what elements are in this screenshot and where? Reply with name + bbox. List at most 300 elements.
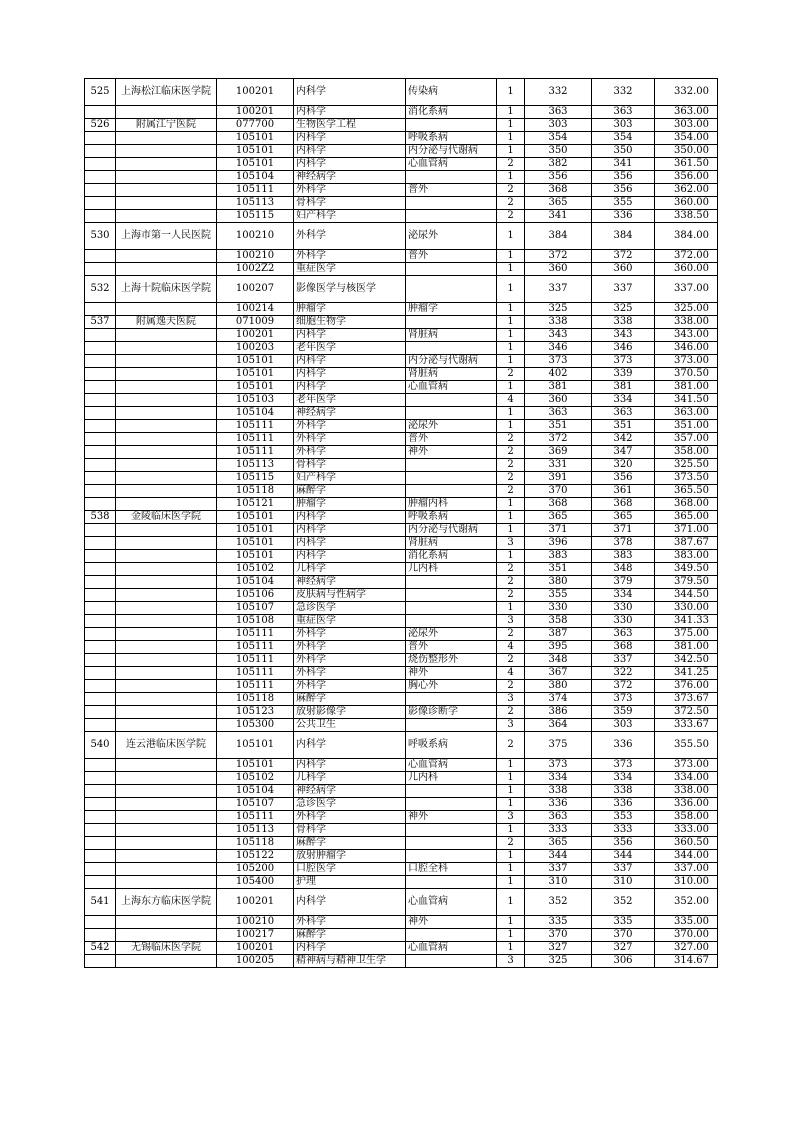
- admitted-count-cell: 3: [497, 719, 525, 732]
- min-score-cell: 338: [592, 785, 655, 798]
- max-score-cell: 365: [525, 837, 592, 850]
- table-row: [85, 79, 718, 106]
- school-number-cell: [85, 498, 116, 511]
- school-name-cell: [116, 106, 217, 119]
- school-name-cell: 上海松江临床医学院: [116, 79, 217, 106]
- school-name-cell: 附属江宁医院: [116, 119, 217, 132]
- school-number-cell: [85, 785, 116, 798]
- major-name-cell: 内科学: [294, 106, 406, 119]
- major-name-cell: 外科学: [294, 641, 406, 654]
- average-score-cell: 310.00: [655, 876, 718, 889]
- major-code-cell: 105118: [217, 693, 294, 706]
- research-direction-cell: [406, 824, 497, 837]
- min-score-cell: 336: [592, 798, 655, 811]
- school-number-cell: [85, 368, 116, 381]
- average-score-cell: 383.00: [655, 550, 718, 563]
- admitted-count-cell: 1: [497, 355, 525, 368]
- research-direction-cell: 普外: [406, 641, 497, 654]
- average-score-cell: 358.00: [655, 446, 718, 459]
- research-direction-cell: 泌尿外: [406, 420, 497, 433]
- admitted-count-cell: 1: [497, 276, 525, 303]
- average-score-cell: 338.00: [655, 316, 718, 329]
- min-score-cell: 384: [592, 223, 655, 250]
- table-row: [85, 316, 718, 329]
- average-score-cell: 373.00: [655, 759, 718, 772]
- school-number-cell: [85, 537, 116, 550]
- school-name-cell: [116, 615, 217, 628]
- max-score-cell: 381: [525, 381, 592, 394]
- admitted-count-cell: 2: [497, 472, 525, 485]
- table-row: [85, 381, 718, 394]
- research-direction-cell: [406, 615, 497, 628]
- major-code-cell: 105101: [217, 368, 294, 381]
- max-score-cell: 343: [525, 329, 592, 342]
- admitted-count-cell: 1: [497, 889, 525, 916]
- max-score-cell: 344: [525, 850, 592, 863]
- school-name-cell: [116, 667, 217, 680]
- school-number-cell: [85, 329, 116, 342]
- average-score-cell: 341.50: [655, 394, 718, 407]
- min-score-cell: 378: [592, 537, 655, 550]
- school-number-cell: [85, 158, 116, 171]
- school-number-cell: [85, 706, 116, 719]
- min-score-cell: 372: [592, 680, 655, 693]
- school-number-cell: [85, 420, 116, 433]
- min-score-cell: 327: [592, 942, 655, 955]
- max-score-cell: 375: [525, 732, 592, 759]
- min-score-cell: 373: [592, 693, 655, 706]
- max-score-cell: 338: [525, 785, 592, 798]
- average-score-cell: 350.00: [655, 145, 718, 158]
- research-direction-cell: [406, 837, 497, 850]
- major-code-cell: 105115: [217, 210, 294, 223]
- admitted-count-cell: 3: [497, 537, 525, 550]
- admitted-count-cell: 1: [497, 132, 525, 145]
- table-row: [85, 563, 718, 576]
- admitted-count-cell: 2: [497, 706, 525, 719]
- max-score-cell: 341: [525, 210, 592, 223]
- average-score-cell: 370.50: [655, 368, 718, 381]
- min-score-cell: 363: [592, 628, 655, 641]
- average-score-cell: 375.00: [655, 628, 718, 641]
- admitted-count-cell: 2: [497, 837, 525, 850]
- admitted-count-cell: 4: [497, 667, 525, 680]
- major-code-cell: 105111: [217, 654, 294, 667]
- table-row: [85, 524, 718, 537]
- max-score-cell: 387: [525, 628, 592, 641]
- max-score-cell: 373: [525, 355, 592, 368]
- admitted-count-cell: 1: [497, 824, 525, 837]
- school-name-cell: [116, 420, 217, 433]
- admitted-count-cell: 2: [497, 158, 525, 171]
- admitted-count-cell: 3: [497, 615, 525, 628]
- major-code-cell: 1002Z2: [217, 263, 294, 276]
- major-code-cell: 100201: [217, 889, 294, 916]
- average-score-cell: 303.00: [655, 119, 718, 132]
- average-score-cell: 338.50: [655, 210, 718, 223]
- major-code-cell: 100203: [217, 342, 294, 355]
- table-row: [85, 850, 718, 863]
- school-name-cell: [116, 955, 217, 968]
- major-name-cell: 儿科学: [294, 772, 406, 785]
- min-score-cell: 336: [592, 210, 655, 223]
- min-score-cell: 306: [592, 955, 655, 968]
- max-score-cell: 365: [525, 197, 592, 210]
- major-name-cell: 外科学: [294, 916, 406, 929]
- major-name-cell: 影像医学与核医学: [294, 276, 406, 303]
- major-code-cell: 100201: [217, 79, 294, 106]
- research-direction-cell: 儿内科: [406, 563, 497, 576]
- school-number-cell: [85, 759, 116, 772]
- max-score-cell: 336: [525, 798, 592, 811]
- research-direction-cell: 普外: [406, 184, 497, 197]
- max-score-cell: 383: [525, 550, 592, 563]
- max-score-cell: 391: [525, 472, 592, 485]
- research-direction-cell: 呼吸系病: [406, 732, 497, 759]
- research-direction-cell: 肾脏病: [406, 368, 497, 381]
- major-code-cell: 105102: [217, 772, 294, 785]
- major-code-cell: 100201: [217, 329, 294, 342]
- school-name-cell: [116, 210, 217, 223]
- research-direction-cell: 儿内科: [406, 772, 497, 785]
- research-direction-cell: [406, 602, 497, 615]
- school-number-cell: [85, 719, 116, 732]
- max-score-cell: 369: [525, 446, 592, 459]
- major-name-cell: 公共卫生: [294, 719, 406, 732]
- table-row: [85, 550, 718, 563]
- research-direction-cell: 消化系病: [406, 550, 497, 563]
- major-name-cell: 内科学: [294, 381, 406, 394]
- max-score-cell: 334: [525, 772, 592, 785]
- school-number-cell: [85, 459, 116, 472]
- major-name-cell: 麻醉学: [294, 485, 406, 498]
- research-direction-cell: 烧伤整形外: [406, 654, 497, 667]
- major-code-cell: 071009: [217, 316, 294, 329]
- max-score-cell: 367: [525, 667, 592, 680]
- major-name-cell: 内科学: [294, 132, 406, 145]
- major-name-cell: 皮肤病与性病学: [294, 589, 406, 602]
- min-score-cell: 356: [592, 837, 655, 850]
- research-direction-cell: 呼吸系病: [406, 132, 497, 145]
- school-name-cell: [116, 798, 217, 811]
- major-name-cell: 麻醉学: [294, 693, 406, 706]
- table-row: [85, 602, 718, 615]
- school-name-cell: [116, 524, 217, 537]
- research-direction-cell: [406, 407, 497, 420]
- admission-score-table: [84, 78, 718, 968]
- average-score-cell: 384.00: [655, 223, 718, 250]
- school-name-cell: [116, 654, 217, 667]
- school-name-cell: [116, 329, 217, 342]
- major-name-cell: 内科学: [294, 368, 406, 381]
- max-score-cell: 372: [525, 433, 592, 446]
- school-name-cell: [116, 759, 217, 772]
- school-name-cell: [116, 368, 217, 381]
- average-score-cell: 336.00: [655, 798, 718, 811]
- major-name-cell: 急诊医学: [294, 798, 406, 811]
- max-score-cell: 360: [525, 263, 592, 276]
- table-row: [85, 250, 718, 263]
- average-score-cell: 343.00: [655, 329, 718, 342]
- major-code-cell: 105101: [217, 145, 294, 158]
- admitted-count-cell: 1: [497, 602, 525, 615]
- table-row: [85, 276, 718, 303]
- min-score-cell: 381: [592, 381, 655, 394]
- research-direction-cell: 肿瘤内科: [406, 498, 497, 511]
- average-score-cell: 362.00: [655, 184, 718, 197]
- min-score-cell: 368: [592, 498, 655, 511]
- school-name-cell: 连云港临床医学院: [116, 732, 217, 759]
- school-name-cell: [116, 876, 217, 889]
- min-score-cell: 361: [592, 485, 655, 498]
- major-code-cell: 100217: [217, 929, 294, 942]
- research-direction-cell: 影像诊断学: [406, 706, 497, 719]
- major-code-cell: 105101: [217, 732, 294, 759]
- school-name-cell: [116, 446, 217, 459]
- school-number-cell: [85, 772, 116, 785]
- major-name-cell: 内科学: [294, 511, 406, 524]
- school-name-cell: [116, 785, 217, 798]
- average-score-cell: 365.50: [655, 485, 718, 498]
- average-score-cell: 363.00: [655, 106, 718, 119]
- max-score-cell: 327: [525, 942, 592, 955]
- min-score-cell: 337: [592, 276, 655, 303]
- school-number-cell: [85, 106, 116, 119]
- average-score-cell: 349.50: [655, 563, 718, 576]
- major-code-cell: 105101: [217, 132, 294, 145]
- max-score-cell: 380: [525, 680, 592, 693]
- table-row: [85, 824, 718, 837]
- major-code-cell: 105111: [217, 641, 294, 654]
- min-score-cell: 333: [592, 824, 655, 837]
- research-direction-cell: [406, 263, 497, 276]
- admitted-count-cell: 1: [497, 79, 525, 106]
- school-number-cell: 530: [85, 223, 116, 250]
- table-row: [85, 706, 718, 719]
- school-name-cell: [116, 433, 217, 446]
- major-code-cell: 105300: [217, 719, 294, 732]
- table-row: [85, 759, 718, 772]
- major-name-cell: 精神病与精神卫生学: [294, 955, 406, 968]
- table-row: [85, 837, 718, 850]
- major-name-cell: 骨科学: [294, 459, 406, 472]
- table-row: [85, 576, 718, 589]
- school-name-cell: [116, 381, 217, 394]
- major-name-cell: 外科学: [294, 654, 406, 667]
- school-name-cell: [116, 576, 217, 589]
- research-direction-cell: 泌尿外: [406, 223, 497, 250]
- major-code-cell: 100210: [217, 916, 294, 929]
- average-score-cell: 355.50: [655, 732, 718, 759]
- school-number-cell: [85, 576, 116, 589]
- max-score-cell: 325: [525, 955, 592, 968]
- major-code-cell: 105121: [217, 498, 294, 511]
- school-number-cell: [85, 550, 116, 563]
- major-name-cell: 内科学: [294, 329, 406, 342]
- school-number-cell: [85, 210, 116, 223]
- school-number-cell: [85, 485, 116, 498]
- min-score-cell: 342: [592, 433, 655, 446]
- admitted-count-cell: 1: [497, 876, 525, 889]
- school-number-cell: [85, 615, 116, 628]
- major-code-cell: 105107: [217, 602, 294, 615]
- average-score-cell: 335.00: [655, 916, 718, 929]
- major-code-cell: 105111: [217, 628, 294, 641]
- admitted-count-cell: 1: [497, 498, 525, 511]
- min-score-cell: 352: [592, 889, 655, 916]
- average-score-cell: 363.00: [655, 407, 718, 420]
- min-score-cell: 337: [592, 863, 655, 876]
- major-code-cell: 105123: [217, 706, 294, 719]
- admitted-count-cell: 2: [497, 589, 525, 602]
- table-row: [85, 641, 718, 654]
- major-code-cell: 105111: [217, 446, 294, 459]
- major-name-cell: 肿瘤学: [294, 498, 406, 511]
- table-row: [85, 589, 718, 602]
- school-name-cell: [116, 394, 217, 407]
- admitted-count-cell: 1: [497, 420, 525, 433]
- table-row: [85, 732, 718, 759]
- major-name-cell: 外科学: [294, 250, 406, 263]
- min-score-cell: 348: [592, 563, 655, 576]
- admitted-count-cell: 1: [497, 119, 525, 132]
- min-score-cell: 356: [592, 472, 655, 485]
- research-direction-cell: 内分泌与代谢病: [406, 355, 497, 368]
- school-number-cell: [85, 145, 116, 158]
- max-score-cell: 355: [525, 589, 592, 602]
- major-code-cell: 105111: [217, 420, 294, 433]
- school-number-cell: [85, 654, 116, 667]
- major-code-cell: 100205: [217, 955, 294, 968]
- major-name-cell: 外科学: [294, 680, 406, 693]
- school-name-cell: 上海东方临床医学院: [116, 889, 217, 916]
- research-direction-cell: 口腔全科: [406, 863, 497, 876]
- min-score-cell: 359: [592, 706, 655, 719]
- table-row: [85, 916, 718, 929]
- major-name-cell: 外科学: [294, 628, 406, 641]
- major-name-cell: 内科学: [294, 158, 406, 171]
- research-direction-cell: 胸心外: [406, 680, 497, 693]
- max-score-cell: 346: [525, 342, 592, 355]
- max-score-cell: 348: [525, 654, 592, 667]
- school-number-cell: [85, 929, 116, 942]
- major-name-cell: 内科学: [294, 889, 406, 916]
- admitted-count-cell: 1: [497, 303, 525, 316]
- min-score-cell: 350: [592, 145, 655, 158]
- research-direction-cell: [406, 850, 497, 863]
- admitted-count-cell: 1: [497, 772, 525, 785]
- major-name-cell: 外科学: [294, 420, 406, 433]
- admitted-count-cell: 1: [497, 916, 525, 929]
- max-score-cell: 372: [525, 250, 592, 263]
- major-name-cell: 重症医学: [294, 263, 406, 276]
- major-code-cell: 105104: [217, 407, 294, 420]
- school-number-cell: [85, 589, 116, 602]
- average-score-cell: 381.00: [655, 381, 718, 394]
- table-row: [85, 929, 718, 942]
- min-score-cell: 346: [592, 342, 655, 355]
- school-number-cell: [85, 263, 116, 276]
- major-code-cell: 105101: [217, 524, 294, 537]
- table-row: [85, 459, 718, 472]
- table-row: [85, 693, 718, 706]
- admitted-count-cell: 2: [497, 628, 525, 641]
- school-number-cell: [85, 394, 116, 407]
- table-row: [85, 955, 718, 968]
- research-direction-cell: 肿瘤学: [406, 303, 497, 316]
- research-direction-cell: 肾脏病: [406, 329, 497, 342]
- average-score-cell: 373.50: [655, 472, 718, 485]
- average-score-cell: 370.00: [655, 929, 718, 942]
- school-number-cell: [85, 916, 116, 929]
- research-direction-cell: [406, 955, 497, 968]
- research-direction-cell: [406, 459, 497, 472]
- max-score-cell: 331: [525, 459, 592, 472]
- school-number-cell: 541: [85, 889, 116, 916]
- max-score-cell: 356: [525, 171, 592, 184]
- average-score-cell: 358.00: [655, 811, 718, 824]
- average-score-cell: 373.67: [655, 693, 718, 706]
- max-score-cell: 360: [525, 394, 592, 407]
- max-score-cell: 380: [525, 576, 592, 589]
- average-score-cell: 356.00: [655, 171, 718, 184]
- research-direction-cell: 神外: [406, 811, 497, 824]
- admitted-count-cell: 4: [497, 641, 525, 654]
- major-code-cell: 105115: [217, 472, 294, 485]
- average-score-cell: 338.00: [655, 785, 718, 798]
- average-score-cell: 337.00: [655, 863, 718, 876]
- major-name-cell: 肿瘤学: [294, 303, 406, 316]
- min-score-cell: 339: [592, 368, 655, 381]
- min-score-cell: 343: [592, 329, 655, 342]
- major-name-cell: 内科学: [294, 355, 406, 368]
- table-row: [85, 158, 718, 171]
- major-code-cell: 105101: [217, 550, 294, 563]
- major-name-cell: 重症医学: [294, 615, 406, 628]
- research-direction-cell: 心血管病: [406, 759, 497, 772]
- major-name-cell: 老年医学: [294, 342, 406, 355]
- major-name-cell: 外科学: [294, 223, 406, 250]
- average-score-cell: 360.00: [655, 197, 718, 210]
- admitted-count-cell: 1: [497, 550, 525, 563]
- major-code-cell: 105111: [217, 680, 294, 693]
- research-direction-cell: [406, 394, 497, 407]
- average-score-cell: 365.00: [655, 511, 718, 524]
- research-direction-cell: [406, 276, 497, 303]
- max-score-cell: 352: [525, 889, 592, 916]
- major-code-cell: 105200: [217, 863, 294, 876]
- max-score-cell: 335: [525, 916, 592, 929]
- major-code-cell: 105111: [217, 811, 294, 824]
- admitted-count-cell: 1: [497, 524, 525, 537]
- admitted-count-cell: 1: [497, 929, 525, 942]
- major-code-cell: 105101: [217, 759, 294, 772]
- school-name-cell: 附属逸夫医院: [116, 316, 217, 329]
- table-row: [85, 615, 718, 628]
- max-score-cell: 373: [525, 759, 592, 772]
- table-row: [85, 368, 718, 381]
- major-code-cell: 105102: [217, 563, 294, 576]
- major-name-cell: 内科学: [294, 550, 406, 563]
- min-score-cell: 383: [592, 550, 655, 563]
- school-number-cell: [85, 563, 116, 576]
- average-score-cell: 333.00: [655, 824, 718, 837]
- major-code-cell: 105104: [217, 171, 294, 184]
- admitted-count-cell: 2: [497, 654, 525, 667]
- research-direction-cell: [406, 876, 497, 889]
- min-score-cell: 338: [592, 316, 655, 329]
- research-direction-cell: 内分泌与代谢病: [406, 524, 497, 537]
